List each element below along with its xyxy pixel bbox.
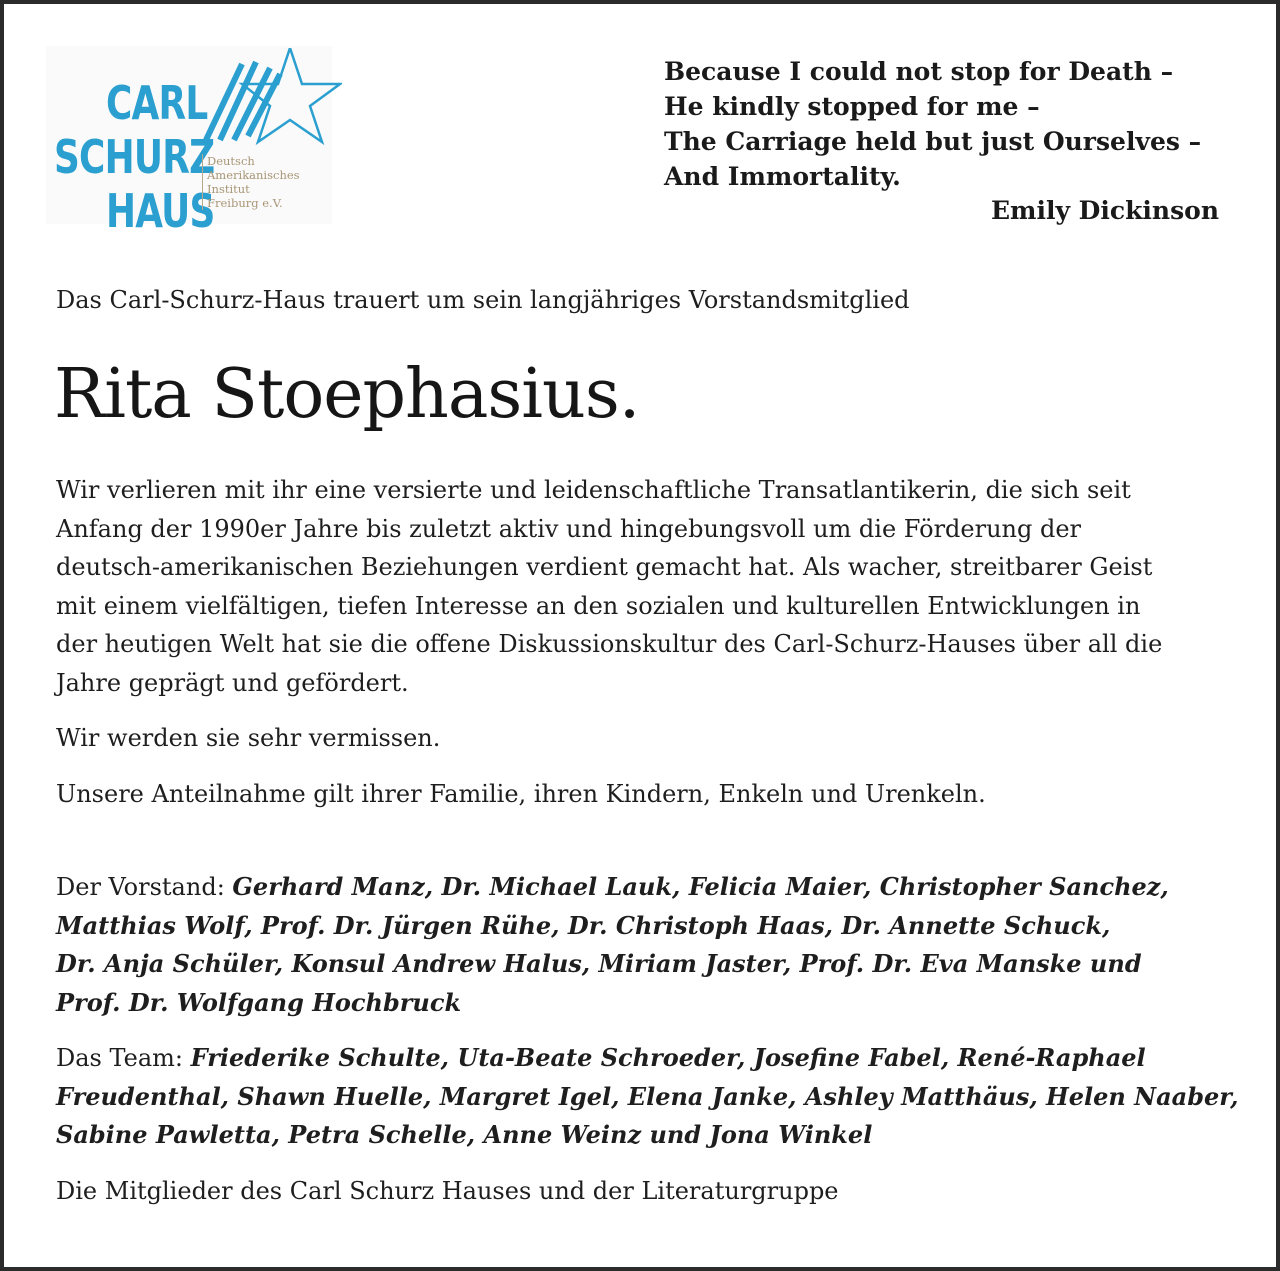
poem-line: Because I could not stop for Death – [664,57,1174,86]
logo-subtitle [202,154,337,210]
logo-word-haus: HAUS [106,184,215,238]
board-names-line: Matthias Wolf, Prof. Dr. Jürgen Rühe, Dr. Christoph Haas, Dr. Annette Schuck, [56,910,1111,940]
team-names-line: Freudenthal, Shawn Huelle, Margret Igel, Elena Janke, Ashley Matthäus, Helen Naaber, [56,1081,1239,1111]
poem-quote [664,54,1224,228]
logo-subtitle-line: Deutsch [207,154,255,168]
tribute-line: der heutigen Welt hat sie die offene Diskussionskultur des Carl-Schurz-Hauses über all die [56,630,1163,658]
poem-line: And Immortality. [664,162,901,191]
team-names-line: Sabine Pawletta, Petra Schelle, Anne Weinz und Jona Winkel [56,1120,873,1149]
miss-you-text: Wir werden sie sehr vermissen. [56,724,441,752]
logo-subtitle-line: Institut [207,182,250,196]
board-names-line: Gerhard Manz, Dr. Michael Lauk, Felicia Maier, Christopher Sanchez, [232,872,1169,901]
notice-body [56,471,1239,1210]
poem-author: Emily Dickinson [990,196,1219,225]
poem-line: The Carriage held but just Ourselves – [664,127,1202,156]
team-names-line: Friederike Schulte, Uta-Beate Schroeder, Josefine Fabel, René-Raphael [190,1043,1146,1072]
tribute-line: deutsch-amerikanischen Beziehungen verdient gemacht hat. Als wacher, streitbarer Geist [56,553,1153,581]
board-signature [56,868,1226,1022]
team-label: Das Team: [56,1044,183,1072]
tribute-line: Jahre geprägt und gefördert. [56,668,409,697]
poem-line: He kindly stopped for me – [664,92,1040,121]
condolence-text: Unsere Anteilnahme gilt ihrer Familie, ihren Kindern, Enkeln und Urenkeln. [56,779,986,808]
board-names-line: Dr. Anja Schüler, Konsul Andrew Halus, Miriam Jaster, Prof. Dr. Eva Manske und [56,949,1142,978]
tribute-line: Anfang der 1990er Jahre bis zuletzt aktiv und hingebungsvoll um die Förderung der [56,514,1082,543]
star-icon [194,48,342,148]
tribute-line: Wir verlieren mit ihr eine versierte und leidenschaftliche Transatlantikerin, die sich seit [56,476,1131,504]
tribute-line: mit einem vielfältigen, tiefen Interesse an den sozialen und kulturellen Entwicklungen in [56,591,1141,620]
board-label: Der Vorstand: [56,873,225,901]
tribute-paragraph [56,471,1226,702]
members-signature: Die Mitglieder des Carl Schurz Hauses und der Literaturgruppe [56,1176,839,1205]
intro-text: Das Carl-Schurz-Haus trauert um sein langjähriges Vorstandsmitglied [56,286,910,314]
logo-subtitle-line: Freiburg e.V. [207,196,283,210]
team-signature [56,1039,1239,1155]
logo-subtitle-line: Amerikanisches [207,168,300,182]
carl-schurz-haus-logo [46,46,332,238]
logo-word-carl: CARL [106,76,208,130]
logo-word-schurz: SCHURZ [54,130,215,184]
board-names-line: Prof. Dr. Wolfgang Hochbruck [56,987,462,1017]
deceased-name: Rita Stoephasius. [54,355,640,434]
